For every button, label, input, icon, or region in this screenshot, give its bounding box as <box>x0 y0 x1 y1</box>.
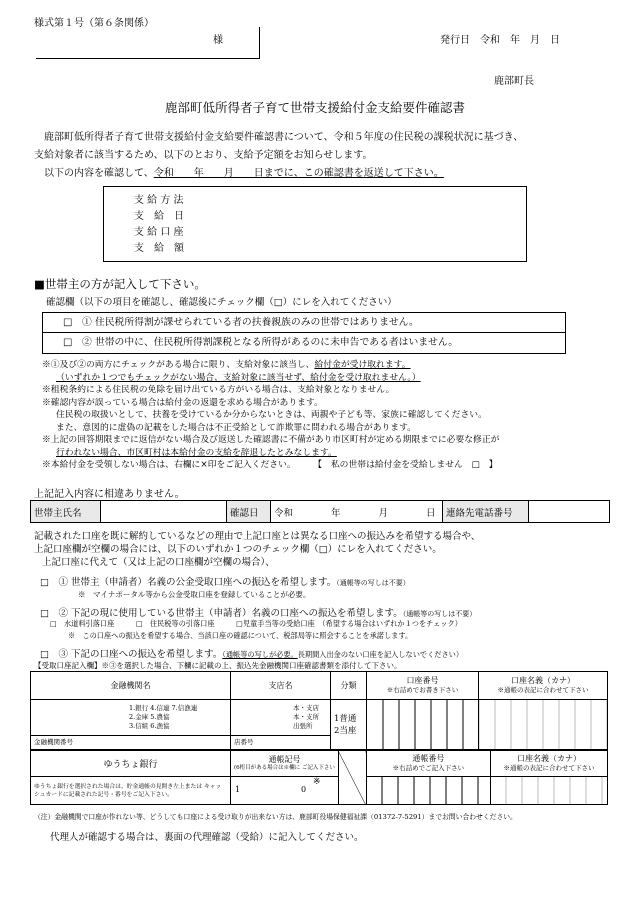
option-3-label: □ ③ 下記の口座への振込を希望します。 <box>40 649 223 660</box>
branch-opt-1: 本・支店 <box>293 704 319 712</box>
section2-line-2: 上記口座欄が空欄の場合には、以下のいずれか１つのチェック欄（□）にレを入れてください。 <box>34 544 442 555</box>
payment-account-label: 支 給 口 座 <box>134 227 184 238</box>
branch-field[interactable] <box>231 700 331 736</box>
type-header: 分類 <box>331 672 367 700</box>
yucho-holder-field[interactable] <box>490 777 607 805</box>
payment-info-box <box>103 186 527 262</box>
passbook-digit-0: 0 <box>301 785 307 794</box>
yucho-holder-header <box>490 751 607 777</box>
addressee-field[interactable] <box>36 27 260 59</box>
holder-field[interactable] <box>479 700 608 750</box>
intro-line-3-text: 以下の内容を確認して、 <box>44 168 154 179</box>
bank-code-field[interactable]: 金融機関番号 <box>31 736 231 750</box>
option-2-note: （通帳等の写しは不要） <box>402 610 477 618</box>
yucho-note: ゆうちょ銀行を選択された場合は、貯金通帳の見開き左上または キャッシュカードに記載された記号・番号をご記入下さい。 <box>31 777 231 805</box>
confirmation-box <box>42 312 566 354</box>
note-6: ※上記の回答期限までに返信がない場合及び返送した確認書に不備があり市区町村が定める期限までに必要な修正が <box>42 435 500 445</box>
yucho-holder-title: 口座名義（カナ） <box>516 754 581 763</box>
intro-line-2: 支給対象者に該当するため、以下のとおり、支給予定額をお知らせします。 <box>34 150 373 161</box>
bank-type-opt-3: 3.信組 6.漁協 <box>129 722 170 730</box>
account-type-field[interactable] <box>331 700 367 750</box>
note-1: ※①及び②の両方にチェックがある場合に限り、支給対象に該当し、 <box>42 360 315 370</box>
issue-date: 発行日 令和 年 月 日 <box>440 35 560 46</box>
note-8: ※本給付金を受領しない場合は、右欄に×印をご記入ください。 <box>42 460 296 470</box>
option-3[interactable] <box>40 646 463 660</box>
holder-note: ※通帳の表記に合わせて下さい <box>497 686 589 694</box>
section1-instruction: 確認欄（以下の項目を確認し、確認後にチェック欄（□）にレを入れてください） <box>46 297 397 308</box>
option-1[interactable] <box>40 574 410 588</box>
account-number-note: ※右詰めでお書き下さい <box>386 686 459 694</box>
holder-header <box>479 672 608 700</box>
passbook-number-note: ※右詰めでご記入下さい <box>392 764 465 772</box>
type-opt-2: 2当座 <box>334 725 357 736</box>
holder-title: 口座名義（カナ） <box>511 676 575 685</box>
branch-code-field[interactable]: 店番号 <box>231 736 331 750</box>
passbook-number-header <box>366 751 490 777</box>
option-2[interactable] <box>40 605 476 619</box>
option-3-note: 長期間入出金のない口座を記入しないでください） <box>297 650 464 659</box>
passbook-symbol-field[interactable] <box>231 777 339 805</box>
branch-header: 支店名 <box>231 672 331 700</box>
bank-name-header: 金融機関名 <box>31 672 231 700</box>
yucho-table <box>30 750 608 805</box>
bank-type-opt-2: 2.金庫 5.農協 <box>129 713 170 721</box>
branch-opt-3: 出張所 <box>293 722 313 730</box>
section2-line-1: 記載された口座を既に解約しているなどの理由で上記口座とは異なる口座への振込みを希望する場合や、 <box>34 531 481 542</box>
note-7: 行われない場合、市区町村は本給付金の支給を辞退したとみなします。 <box>56 447 337 458</box>
phone-field[interactable] <box>529 501 610 523</box>
head-name-label: 世帯主氏名 <box>31 501 101 523</box>
check-item-1[interactable]: □ ① 住民税所得割が課せられている者の扶養親族のみの世帯ではありません。 <box>43 313 565 333</box>
bank-name-field[interactable] <box>31 700 231 736</box>
passbook-number-title: 通帳番号 <box>412 754 445 763</box>
bank-type-opt-1: 1.銀行 4.信連 7.信漁連 <box>129 704 198 712</box>
option-2-label: □ ② 下記の現に使用している世帯主（申請者）名義の口座への振込を希望します。 <box>40 608 403 619</box>
yucho-label: ゆうちょ銀行 <box>31 751 231 777</box>
payment-date-label: 支 給 日 <box>134 211 184 222</box>
phone-label: 連絡先電話番号 <box>443 501 529 523</box>
issuer: 鹿部町長 <box>494 76 534 87</box>
branch-opt-2: 本・支所 <box>293 713 319 721</box>
form-id: 様式第１号（第６条関係） <box>34 18 154 29</box>
account-entry-heading: 【受取口座記入欄】※③を選択した場合、下欄に記載の上、振込先金融機関口座確認書類を添付して下さい。 <box>34 661 402 670</box>
notes-block <box>42 359 499 472</box>
note-2: ※租税条約による住民税の免除を届け出ている方がいる場合は、支給対象となりません。 <box>42 385 395 395</box>
intro-line-1: 鹿部町低所得者子育て世帯支援給付金支給要件確認書について、令和５年度の住民税の課税状況に基づき、 <box>44 132 524 143</box>
note-4: 住民税の取扱いとして、扶養を受けているか分からないときは、両親や子ども等、家族に確認してください。 <box>56 410 487 420</box>
intro-line-3 <box>44 164 444 179</box>
account-number-title: 口座番号 <box>406 676 439 685</box>
section2-intro <box>34 530 480 569</box>
note-1-underlined: 給付金が受け取れます。 <box>314 360 411 370</box>
agent-note: 代理人が確認する場合は、裏面の代理確認（受給）に記入してください。 <box>50 832 364 843</box>
check-item-2[interactable]: □ ② 世帯の中に、住民税所得割課税となる所得があるのに未申告である者はいません。 <box>63 337 459 348</box>
decline-checkbox[interactable]: 【 私の世帯は給付金を受給しません □ 】 <box>317 460 498 470</box>
section1-heading: ■世帯主の方が記入して下さい。 <box>34 277 206 291</box>
option-3-note-ul: （通帳等の写しが必要。 <box>222 650 298 659</box>
confirm-date-label: 確認日 <box>227 501 271 523</box>
confirm-date-field[interactable]: 令和 年 月 日 <box>271 501 443 523</box>
passbook-symbol-note: (6桁目がある場合は※欄に ご記入下さい <box>234 764 335 771</box>
addressee-suffix: 様 <box>213 35 223 46</box>
passbook-number-field[interactable] <box>366 777 490 805</box>
account-number-header <box>367 672 479 700</box>
yucho-holder-note: ※通帳の表記に合わせて下さい <box>503 764 595 772</box>
account-number-field[interactable] <box>367 700 479 750</box>
footer-note: （注）金融機関で口座が作れない等、どうしても口座による受け取りが出来ない方は、鹿部町役場保健福祉課（01372-7-5291）までお問い合わせください。 <box>34 813 517 821</box>
consent-text: 上記記入内容に相違ありません。 <box>34 489 185 500</box>
passbook-symbol-header <box>231 751 339 777</box>
bank-table <box>30 671 608 750</box>
option-1-note: （通帳等の写しは不要） <box>336 579 410 587</box>
section2-line-3: 上記口座に代えて（又は上記の口座欄が空欄の場合）、 <box>42 557 275 568</box>
note-3: ※確認内容が誤っている場合は給付金の返還を求める場合があります。 <box>42 397 323 408</box>
type-opt-1: 1普通 <box>334 713 357 724</box>
return-deadline: 令和 年 月 日までに、この確認書を返送して下さい。 <box>153 168 444 179</box>
option-1-sub: ※ マイナポータル等から公金受取口座を登録していることが必要。 <box>78 590 311 599</box>
payment-method-label: 支 給 方 法 <box>134 195 184 206</box>
note-5: また、意図的に虚偽の記載をした場合は不正受給として詐欺罪に問われる場合があります。 <box>56 422 416 433</box>
page-title: 鹿部町低所得者子育て世帯支援給付金支給要件確認書 <box>164 100 465 115</box>
signature-row <box>30 500 610 523</box>
option-2-sub1[interactable]: □ 水道料引落口座 □ 住民税等の引落口座 □児童手当等の受給口座 （希望する場合はいずれか１つをチェック） <box>50 619 462 628</box>
payment-amount-label: 支 給 額 <box>134 243 184 254</box>
sixth-digit-mark: ※ <box>313 777 321 787</box>
option-2-sub2: ※ この口座への振込を希望する場合、当該口座の確認について、税部局等に照会することを承諾します。 <box>68 631 413 640</box>
option-1-label: □ ① 世帯主（申請者）名義の公金受取口座への振込を希望します。 <box>40 577 337 588</box>
passbook-digit-1: 1 <box>235 785 241 794</box>
head-name-field[interactable] <box>101 501 227 523</box>
note-1b: （いずれか１つでもチェックがない場合、支給対象に該当せず、給付金を受け取れません。） <box>56 372 421 383</box>
passbook-symbol-title: 通帳記号 <box>268 754 301 764</box>
diagonal-cell <box>338 751 366 805</box>
